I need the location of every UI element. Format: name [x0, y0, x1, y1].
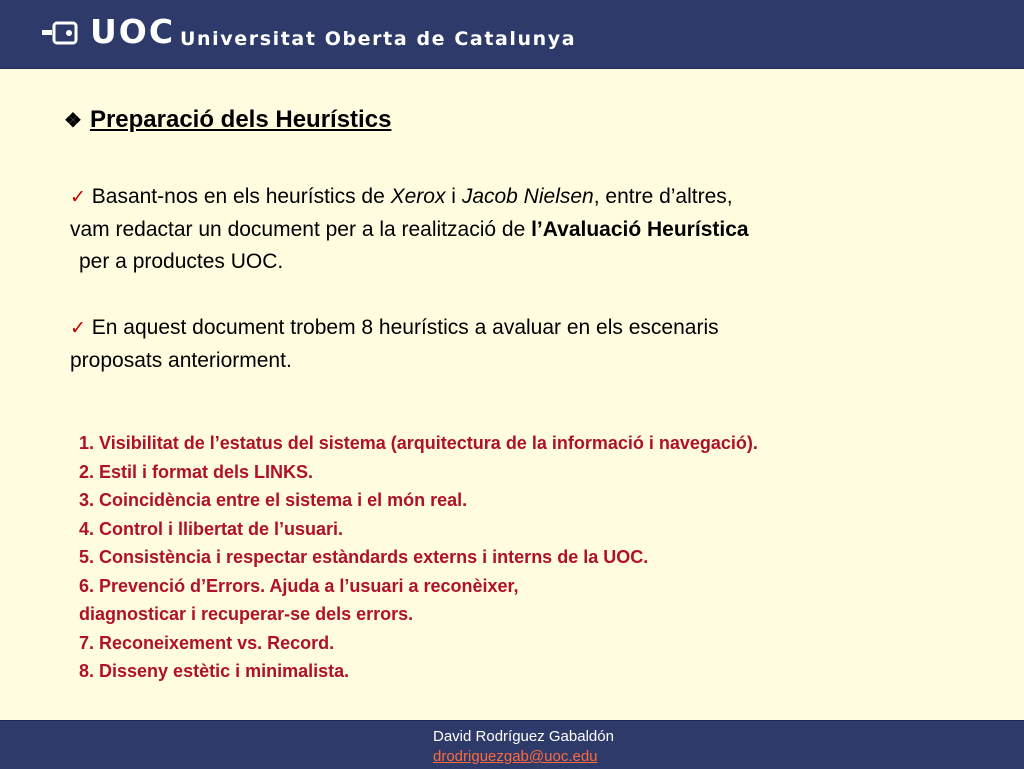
p1-xerox: Xerox	[390, 185, 446, 208]
brand-full: Universitat Oberta de Catalunya	[180, 28, 577, 50]
heuristics-list	[79, 429, 999, 686]
author-name: David Rodríguez Gabaldón	[433, 728, 614, 745]
list-item: 1. Visibilitat de l’estatus del sistema (arquitectura de la informació i navegació).	[79, 433, 758, 453]
paragraph-1	[70, 181, 950, 278]
paragraph-2-line-1	[70, 312, 950, 345]
diamond-bullet-icon: ❖	[64, 110, 82, 132]
header-bar	[0, 0, 1024, 69]
list-item: 4. Control i llibertat de l’usuari.	[79, 518, 344, 539]
list-item: 5. Consistència i respectar estàndards externs i interns de la UOC.	[79, 547, 649, 567]
paragraph-1-line-3: per a productes UOC.	[79, 250, 284, 273]
paragraph-2	[70, 312, 950, 377]
p1-tail: , entre d’altres,	[593, 185, 733, 208]
p2-line1: En aquest document trobem 8 heurístics a avaluar en els escenaris	[91, 316, 719, 339]
p1-nielsen: Jacob Nielsen	[461, 185, 594, 208]
list-item: 8. Disseny estètic i minimalista.	[79, 661, 350, 681]
p1-conj: i	[445, 185, 462, 208]
check-icon: ✓	[70, 187, 86, 208]
paragraph-2-line-2: proposats anteriorment.	[70, 349, 292, 372]
title-text: Preparació dels Heurístics	[89, 106, 392, 133]
check-icon: ✓	[70, 318, 86, 339]
brand-short: UOC	[90, 12, 176, 51]
paragraph-1-line-1	[70, 181, 950, 214]
slide-title	[64, 106, 391, 134]
uoc-logo-mark-icon	[42, 20, 78, 46]
author-email-link[interactable]: drodriguezgab@uoc.edu	[433, 748, 598, 765]
list-item: 6. Prevenció d’Errors. Ajuda a l’usuari a reconèixer,	[79, 575, 519, 596]
footer-bar	[0, 720, 1024, 769]
paragraph-1-line-2	[70, 214, 950, 246]
list-item: 2. Estil i format dels LINKS.	[79, 461, 314, 482]
p1-lead: Basant-nos en els heurístics de	[91, 185, 391, 208]
list-item: 3. Coincidència entre el sistema i el món real.	[79, 490, 468, 510]
p1-line2-bold: l’Avaluació Heurística	[531, 218, 749, 241]
list-item: diagnosticar i recuperar-se dels errors.	[79, 604, 414, 624]
list-item: 7. Reconeixement vs. Record.	[79, 632, 335, 653]
p1-line2-text: vam redactar un document per a la realització de	[70, 218, 532, 241]
